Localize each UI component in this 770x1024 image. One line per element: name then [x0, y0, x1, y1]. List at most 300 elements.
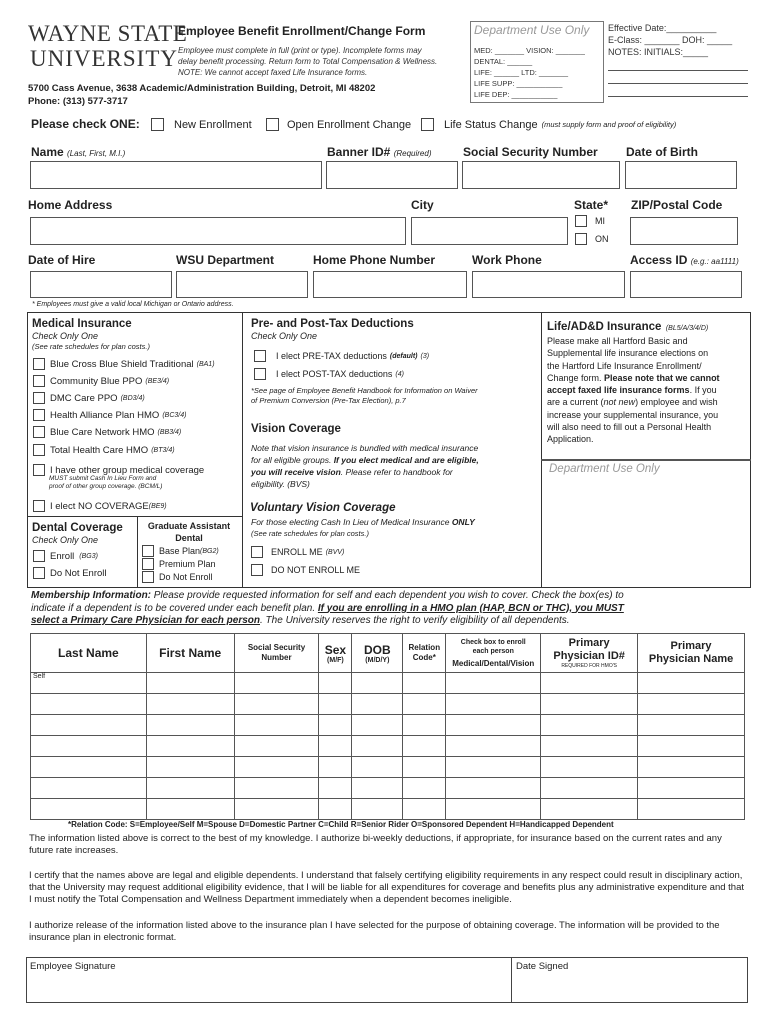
open-enrollment-label: Open Enrollment Change: [287, 118, 412, 131]
cell-input[interactable]: [352, 715, 403, 736]
dob-label: Date of Birth: [626, 145, 698, 159]
medical-community-checkbox[interactable]: [33, 375, 45, 387]
pretax-sub: Check Only One: [251, 331, 318, 341]
medical-bcn-code: (BB3/4): [157, 428, 182, 436]
vision-text-3a: you will receive vision: [251, 467, 341, 477]
col-pname-2: Physician Name: [648, 653, 734, 665]
pretax-option-post[interactable]: [254, 368, 404, 380]
medical-no-coverage-checkbox[interactable]: [33, 500, 45, 512]
voluntary-text-1b: ONLY: [451, 517, 475, 527]
cell-input[interactable]: [319, 799, 352, 820]
option-open-enrollment[interactable]: [266, 118, 411, 131]
pretax-pre-code: (3): [420, 352, 430, 360]
voluntary-option-enroll[interactable]: [251, 546, 344, 558]
cell-input[interactable]: [446, 757, 541, 778]
cell-input[interactable]: [146, 715, 234, 736]
membership-line-1a: Membership Information:: [31, 590, 152, 601]
cell-input[interactable]: [541, 799, 638, 820]
cell-input[interactable]: [638, 715, 745, 736]
zip-field[interactable]: [630, 217, 738, 245]
ssn-field[interactable]: [462, 161, 620, 189]
col-check: [446, 634, 541, 673]
dental-option-enroll[interactable]: [33, 550, 98, 562]
cell-input[interactable]: [352, 736, 403, 757]
ga-dental-title-2: Dental: [175, 533, 203, 543]
table-row: [31, 736, 745, 757]
medical-dmc-label: DMC Care PPO: [50, 392, 118, 404]
life-line-9: Application.: [547, 434, 594, 445]
pretax-note-1: *See page of Employee Benefit Handbook for Information on Waiver: [251, 386, 478, 395]
cell-input[interactable]: [446, 799, 541, 820]
medical-option-hap[interactable]: [33, 409, 186, 421]
cell-input[interactable]: [403, 778, 446, 799]
vision-text-2: [251, 454, 479, 466]
cell-input[interactable]: [234, 694, 319, 715]
medical-thc-checkbox[interactable]: [33, 444, 45, 456]
col-pid-1: Primary: [568, 637, 610, 649]
ga-base-code: (BG2): [200, 547, 219, 555]
life-line-2: Supplemental life insurance elections on: [547, 348, 709, 359]
divider-left: [242, 312, 243, 588]
certify-paragraph-1: The information listed above is correct to the best of my knowledge. I authorize bi-weekly deductions, if appropriate, for insurance based on the current rates and any future rate increases.: [29, 833, 722, 856]
table-row-self: [31, 673, 745, 694]
col-relation: [403, 634, 446, 673]
cell-input[interactable]: [146, 757, 234, 778]
col-pid-3: REQUIRED FOR HMO'S: [561, 663, 617, 669]
life-line-6a: are a current (: [547, 397, 604, 408]
life-line-6: [547, 396, 720, 408]
dental-title: Dental Coverage: [32, 522, 123, 534]
state-mi-checkbox[interactable]: [575, 215, 587, 227]
col-physician-id: [541, 634, 638, 673]
voluntary-text-1: [251, 517, 475, 527]
ga-no-enroll-checkbox[interactable]: [142, 571, 154, 583]
life-status-label: Life Status Change: [444, 118, 538, 131]
cell-input[interactable]: [638, 799, 745, 820]
cell-input[interactable]: [638, 778, 745, 799]
vision-text-4: eligibility. (BVS): [251, 479, 310, 489]
ga-base-checkbox[interactable]: [142, 545, 154, 557]
form-title: Employee Benefit Enrollment/Change Form: [178, 24, 426, 38]
life-status-note: (must supply form and proof of eligibility): [541, 120, 677, 129]
voluntary-enroll-label: ENROLL ME: [271, 547, 323, 557]
dental-no-enroll-checkbox[interactable]: [33, 567, 45, 579]
life-line-1: Please make all Hartford Basic and: [547, 336, 688, 346]
life-text: [547, 335, 720, 446]
name-field[interactable]: [30, 161, 322, 189]
name-label: [31, 145, 125, 159]
divider-ga: [137, 516, 138, 588]
notes-line-3: [608, 96, 748, 97]
col-check-3: Medical/Dental/Vision: [452, 659, 535, 668]
voluntary-enroll-code: (BVV): [325, 548, 345, 556]
col-check-1: Check box to enroll: [460, 639, 526, 646]
department-field[interactable]: [176, 271, 308, 298]
medical-bcn-checkbox[interactable]: [33, 426, 45, 438]
medical-hap-checkbox[interactable]: [33, 409, 45, 421]
life-line-4b: Please note that we cannot: [604, 372, 720, 383]
membership-line-3a: select a Primary Care Physician for each person: [31, 615, 260, 626]
cell-self-label: Self: [31, 673, 147, 694]
dept-use-line-life-supp: LIFE SUPP: ___________: [474, 79, 563, 88]
cell-input[interactable]: [638, 694, 745, 715]
cell-input[interactable]: [234, 757, 319, 778]
medical-dmc-code: (BD3/4): [120, 394, 145, 402]
instructions-1: Employee must complete in full (print or type). Incomplete forms may: [178, 46, 422, 55]
ga-no-enroll-label: Do Not Enroll: [159, 572, 213, 582]
home-address-field[interactable]: [30, 217, 406, 245]
table-row: [31, 757, 745, 778]
ga-premium-label: Premium Plan: [159, 559, 216, 569]
medical-option-dmc[interactable]: [33, 392, 145, 404]
banner-id-field[interactable]: [326, 161, 458, 189]
cell-input[interactable]: [319, 694, 352, 715]
option-life-status[interactable]: [421, 118, 676, 131]
voluntary-no-checkbox[interactable]: [251, 564, 263, 576]
voluntary-title: Voluntary Vision Coverage: [250, 502, 396, 514]
cell-input[interactable]: [541, 778, 638, 799]
date-signed-field[interactable]: [512, 957, 748, 1003]
medical-thc-label: Total Health Care HMO: [50, 444, 149, 456]
pretax-pre-label: I elect PRE-TAX deductions: [276, 351, 387, 361]
medical-sub: Check Only One: [32, 331, 99, 341]
cell-input[interactable]: [541, 694, 638, 715]
state-on-checkbox[interactable]: [575, 233, 587, 245]
banner-label: [327, 145, 432, 159]
pretax-option-pre[interactable]: [254, 350, 429, 362]
dept-use-line-dental: DENTAL: ______: [474, 57, 533, 66]
logo-university: UNIVERSITY: [30, 46, 178, 71]
col-ssn: [234, 634, 319, 673]
cell-input[interactable]: [31, 778, 147, 799]
cell-input[interactable]: [352, 694, 403, 715]
cell-input[interactable]: [403, 673, 446, 694]
cell-input[interactable]: [403, 757, 446, 778]
cell-input[interactable]: [146, 736, 234, 757]
cell-input[interactable]: [319, 736, 352, 757]
effective-date: Effective Date:__________: [608, 23, 717, 33]
date-signed-label: Date Signed: [516, 961, 569, 972]
col-sex: [319, 634, 352, 673]
life-line-8: will also need to fill out a Personal Health: [547, 422, 712, 433]
open-enrollment-checkbox[interactable]: [266, 118, 279, 131]
city-label: City: [411, 198, 434, 212]
dental-enroll-code: (BG3): [79, 552, 98, 560]
divider-right: [541, 312, 542, 588]
hire-date-field[interactable]: [30, 271, 172, 298]
medical-option-bcn[interactable]: [33, 426, 181, 438]
pretax-pre-checkbox[interactable]: [254, 350, 266, 362]
medical-other-note-1: MUST submit Cash In Lieu Form and: [49, 475, 157, 482]
medical-community-label: Community Blue PPO: [50, 375, 143, 387]
cell-input[interactable]: [352, 673, 403, 694]
ga-dental-title: [139, 520, 239, 544]
cell-input[interactable]: [403, 799, 446, 820]
home-phone-label: Home Phone Number: [313, 253, 436, 267]
cell-input[interactable]: [446, 694, 541, 715]
cell-input[interactable]: [446, 673, 541, 694]
cell-input[interactable]: [146, 673, 234, 694]
voluntary-text-2: (See rate schedules for plan costs.): [251, 529, 369, 538]
dept-use-line-life: LIFE: ______ LTD: _______: [474, 68, 569, 77]
pretax-pre-default: (default): [389, 352, 418, 360]
ga-option-premium[interactable]: [142, 558, 216, 570]
hire-label: Date of Hire: [28, 253, 96, 267]
employee-signature-field[interactable]: [26, 957, 512, 1003]
membership-info: [31, 590, 751, 628]
instructions-2: delay benefit processing. Return form to Total Compensation & Wellness.: [178, 57, 438, 66]
access-id-field[interactable]: [630, 271, 742, 298]
cell-input[interactable]: [541, 715, 638, 736]
access-label: [630, 253, 739, 267]
life-line-4a: Change form.: [547, 372, 605, 383]
voluntary-no-label: DO NOT ENROLL ME: [271, 565, 361, 575]
cell-input[interactable]: [234, 673, 319, 694]
work-phone-field[interactable]: [472, 271, 625, 298]
dob-field[interactable]: [625, 161, 737, 189]
ga-dental-title-1: Graduate Assistant: [147, 521, 231, 531]
banner-label-text: Banner ID#: [327, 145, 391, 159]
cell-input[interactable]: [319, 673, 352, 694]
col-relation-2: Code*: [412, 653, 436, 662]
cell-input[interactable]: [446, 736, 541, 757]
work-phone-label: Work Phone: [472, 253, 542, 267]
ga-base-label: Base Plan: [159, 546, 201, 556]
home-address-label: Home Address: [28, 198, 113, 212]
medical-other-note-2: proof of other group coverage. (BCM/L): [49, 483, 163, 490]
life-title-text: Life/AD&D Insurance: [547, 321, 662, 333]
notes-line-1: [608, 70, 748, 71]
divider-dental: [27, 516, 242, 517]
membership-line-2b: If you are enrolling in a HMO plan (HAP, BCN or THC), you MUST: [317, 602, 624, 614]
address: 5700 Cass Avenue, 3638 Academic/Administration Building, Detroit, MI 48202: [28, 83, 376, 94]
col-first-name: First Name: [146, 634, 234, 673]
eclass-doh: E-Class: _______ DOH: _____: [608, 35, 733, 45]
ga-option-base[interactable]: [142, 545, 219, 557]
medical-hap-label: Health Alliance Plan HMO: [50, 409, 160, 421]
pretax-note-2: of Premium Conversion (Pre-Tax Election), p.7: [251, 396, 406, 405]
voluntary-enroll-checkbox[interactable]: [251, 546, 263, 558]
dental-enroll-checkbox[interactable]: [33, 550, 45, 562]
cell-input[interactable]: [146, 799, 234, 820]
instructions-3: NOTE: We cannot accept faxed Life Insurance forms.: [178, 68, 368, 77]
membership-line-3: [31, 615, 751, 628]
col-ssn-2: Number: [261, 653, 292, 662]
vision-text-2a: for all eligible groups.: [251, 455, 334, 465]
zip-label: ZIP/Postal Code: [631, 198, 723, 212]
cell-input[interactable]: [31, 736, 147, 757]
medical-option-thc[interactable]: [33, 444, 175, 456]
cell-input[interactable]: [352, 799, 403, 820]
name-label-sub: (Last, First, M.I.): [67, 149, 126, 158]
table-row: [31, 778, 745, 799]
life-line-5b: . If you: [689, 385, 717, 396]
table-row: [31, 694, 745, 715]
certify-paragraph-3: I authorize release of the information listed above to the insurance plan I have selected for the purpose of obtaining coverage. The information will be provided to the insurance plan in electronic format.: [29, 920, 720, 943]
cell-input[interactable]: [319, 715, 352, 736]
city-field[interactable]: [411, 217, 568, 245]
medical-option-community[interactable]: [33, 375, 169, 387]
new-enrollment-label: New Enrollment: [174, 118, 252, 131]
banner-label-sub: (Required): [393, 149, 432, 158]
col-pid-2: Physician ID#: [553, 650, 625, 662]
medical-hap-code: (BC3/4): [162, 411, 187, 419]
cell-input[interactable]: [31, 799, 147, 820]
cell-input[interactable]: [403, 694, 446, 715]
cell-input[interactable]: [541, 673, 638, 694]
dental-enroll-label: Enroll: [50, 550, 75, 562]
life-dept-use-title: Department Use Only: [549, 463, 660, 475]
dept-use-line-med: MED: _______ VISION: _______: [474, 46, 585, 55]
medical-option-no-coverage[interactable]: [33, 500, 167, 512]
life-line-4: [547, 372, 720, 384]
col-ssn-1: Social Security: [247, 643, 306, 652]
check-one-label: Please check ONE:: [31, 117, 140, 131]
dental-no-enroll-label: Do Not Enroll: [50, 567, 107, 579]
cell-input[interactable]: [403, 715, 446, 736]
col-check-2: each person: [472, 648, 514, 655]
life-status-checkbox[interactable]: [421, 118, 434, 131]
medical-no-coverage-label: I elect NO COVERAGE: [50, 500, 149, 512]
cell-input[interactable]: [446, 715, 541, 736]
life-line-5: [547, 384, 720, 396]
vision-title: Vision Coverage: [251, 423, 341, 435]
col-sex-1: Sex: [324, 642, 347, 657]
col-last-name: Last Name: [31, 634, 147, 673]
pretax-post-checkbox[interactable]: [254, 368, 266, 380]
medical-no-coverage-code: (BE9): [148, 502, 167, 510]
state-mi-option[interactable]: [575, 215, 605, 227]
medical-bcn-label: Blue Care Network HMO: [50, 426, 155, 438]
cell-input[interactable]: [352, 757, 403, 778]
life-line-6b: not new: [603, 397, 636, 408]
medical-option-bcbs[interactable]: [33, 358, 215, 370]
membership-line-3b: . The University reserves the right to verify eligibility of all dependents.: [260, 615, 570, 626]
vision-text-1: Note that vision insurance is bundled with medical insurance: [251, 443, 479, 453]
voluntary-text-1a: For those electing Cash In Lieu of Medical Insurance: [251, 517, 452, 527]
dependents-table: [30, 633, 745, 820]
cell-input[interactable]: [146, 694, 234, 715]
state-mi-label: MI: [595, 216, 605, 226]
dental-sub: Check Only One: [32, 535, 99, 545]
ga-premium-checkbox[interactable]: [142, 558, 154, 570]
medical-dmc-checkbox[interactable]: [33, 392, 45, 404]
life-line-7: increase your supplemental insurance, you: [547, 409, 719, 420]
col-dob: [352, 634, 403, 673]
cell-input[interactable]: [146, 778, 234, 799]
employee-signature-label: Employee Signature: [30, 961, 116, 972]
cell-input[interactable]: [319, 778, 352, 799]
phone: Phone: (313) 577-3717: [28, 96, 128, 107]
certify-paragraph-2: I certify that the names above are legal and eligible dependents. I understand that falsely certifying eligibility requirements in any respect could result in disciplinary action, that the University may request additional eligibility evidence, that I will be liable for all expenditures for coverage and benefits plus any administrative expenditure and that I must notify the Total Compensation and Wellness Department immediately when a dependent becomes ineligible.: [29, 870, 745, 905]
cell-input[interactable]: [234, 778, 319, 799]
ssn-label: Social Security Number: [463, 145, 598, 159]
medical-thc-code: (BT3/4): [151, 446, 175, 454]
membership-line-1b: Please provide requested information for self and each dependent you wish to cover. Check the box(es) to: [151, 590, 624, 601]
col-pname-1: Primary: [670, 640, 712, 652]
table-row: [31, 799, 745, 820]
membership-line-2: [31, 603, 751, 616]
medical-other-checkbox[interactable]: [33, 464, 45, 476]
vision-text-3b: . Please refer to handbook for: [340, 467, 453, 477]
table-row: [31, 715, 745, 736]
medical-other-label: I have other group medical coverage: [50, 464, 205, 476]
cell-input[interactable]: [541, 757, 638, 778]
cell-input[interactable]: [31, 694, 147, 715]
state-note: * Employees must give a valid local Michigan or Ontario address.: [32, 301, 234, 308]
medical-bcbs-code: (BA1): [196, 360, 215, 368]
medical-title: Medical Insurance: [32, 318, 132, 330]
dept-use-line-life-dep: LIFE DEP: ___________: [474, 90, 558, 99]
notes-initials: NOTES: INITIALS:_____: [608, 47, 709, 57]
life-line-6c: ) employee and wish: [635, 397, 718, 408]
cell-input[interactable]: [446, 778, 541, 799]
cell-input[interactable]: [234, 736, 319, 757]
cell-input[interactable]: [638, 757, 745, 778]
cell-input[interactable]: [234, 715, 319, 736]
cell-input[interactable]: [541, 736, 638, 757]
vision-text-2b: If you elect medical and are eligible,: [333, 455, 479, 465]
col-dob-1: DOB: [364, 642, 391, 657]
col-sex-2: (M/F): [327, 656, 344, 664]
cell-input[interactable]: [31, 715, 147, 736]
voluntary-option-no[interactable]: [251, 564, 360, 576]
cell-input[interactable]: [234, 799, 319, 820]
divider-life-dept: [541, 459, 751, 461]
life-line-5a: accept faxed life insurance forms: [547, 385, 690, 396]
vision-text-3: [251, 466, 453, 478]
ga-option-no-enroll[interactable]: [142, 571, 213, 583]
medical-community-code: (BE3/4): [145, 377, 170, 385]
life-title-code: (BL5/A/3/4/D): [665, 325, 709, 332]
state-label: State*: [574, 198, 609, 212]
cell-input[interactable]: [638, 736, 745, 757]
cell-input[interactable]: [638, 673, 745, 694]
access-label-text: Access ID: [630, 253, 688, 267]
col-relation-1: Relation: [408, 643, 441, 652]
name-label-text: Name: [31, 145, 64, 159]
pretax-post-code: (4): [395, 370, 404, 378]
table-header-row: [31, 634, 745, 673]
cell-input[interactable]: [403, 736, 446, 757]
membership-line-2a: indicate if a dependent is to be covered under each benefit plan.: [31, 602, 318, 614]
life-title: [547, 317, 708, 335]
cell-input[interactable]: [319, 757, 352, 778]
life-line-3: the Hartford Life Insurance Enrollment/: [547, 360, 702, 371]
dental-option-no-enroll[interactable]: [33, 567, 107, 579]
dept-use-box: [470, 21, 604, 103]
access-label-sub: (e.g.: aa1111): [690, 257, 739, 266]
home-phone-field[interactable]: [313, 271, 467, 298]
state-on-option[interactable]: [575, 233, 609, 245]
pretax-post-label: I elect POST-TAX deductions: [276, 369, 393, 379]
logo-wayne-state: WAYNE STATE: [28, 21, 188, 46]
notes-line-2: [608, 83, 748, 84]
col-dob-2: (M/D/Y): [365, 656, 390, 664]
dept-label: WSU Department: [176, 253, 275, 267]
pretax-title: Pre- and Post-Tax Deductions: [251, 318, 414, 330]
medical-bcbs-label: Blue Cross Blue Shield Traditional: [50, 358, 194, 370]
col-physician-name: [638, 634, 745, 673]
cell-input[interactable]: [352, 778, 403, 799]
option-new-enrollment[interactable]: [151, 118, 252, 131]
new-enrollment-checkbox[interactable]: [151, 118, 164, 131]
cell-input[interactable]: [31, 757, 147, 778]
dept-use-title: Department Use Only: [474, 23, 590, 37]
medical-bcbs-checkbox[interactable]: [33, 358, 45, 370]
medical-sub-2: (See rate schedules for plan costs.): [32, 342, 150, 351]
state-on-label: ON: [595, 234, 609, 244]
